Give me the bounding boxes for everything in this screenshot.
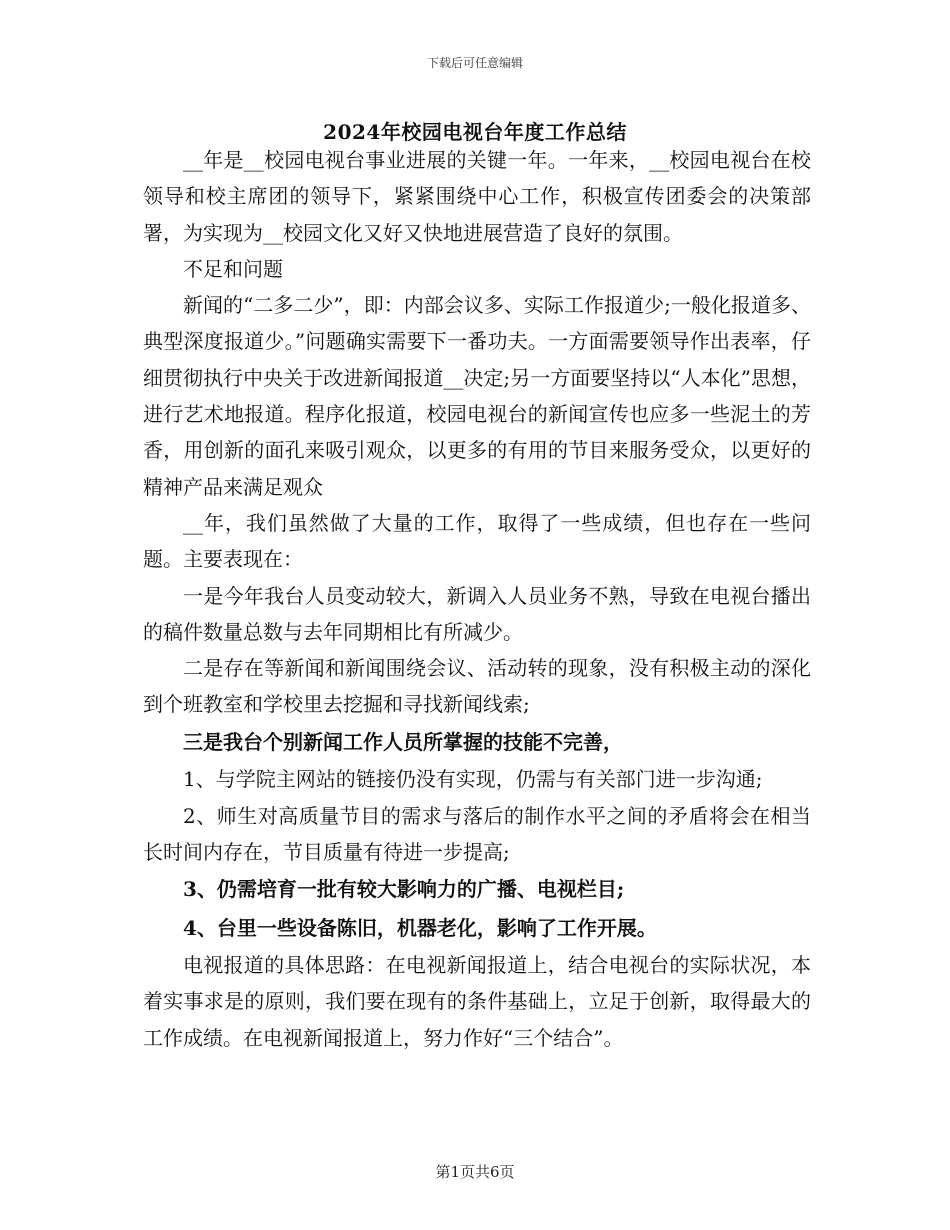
paragraph-item-1: 1、与学院主网站的链接仍没有实现，仍需与有关部门进一步沟通; — [183, 767, 763, 792]
paragraph-item-2: 2、师生对高质量节目的需求与落后的制作水平之间的矛盾将会在相当长时间内存在，节目质量有待进一步提高; — [143, 803, 811, 864]
paragraph-news-issues: 新闻的“二多二少”，即：内部会议多、实际工作报道少;一般化报道多、典型深度报道少。”问题确实需要下一番功夫。一方面需要领导作出表率，仔细贯彻执行中央关于改进新闻报道__决定;另一方面要坚持以“人本化”思想，进行艺术地报道。程序化报道，校园电视台的新闻宣传也应多一些泥土的芳香，用创新的面孔来吸引观众，以更多的有用的节目来服务受众，以更好的精神产品来满足观众 — [143, 293, 811, 499]
paragraph-year-summary: __年，我们虽然做了大量的工作，取得了一些成绩，但也存在一些问题。主要表现在： — [143, 510, 811, 572]
paragraph-intro: __年是__校园电视台事业进展的关键一年。一年来，__校园电视台在校领导和校主席团的领导下，紧紧围绕中心工作，积极宣传团委会的决策部署，为实现为__校园文化又好又快地进展营造了良好的氛围。 — [143, 148, 811, 245]
paragraph-point-one: 一是今年我台人员变动较大，新调入人员业务不熟，导致在电视台播出的稿件数量总数与去年同期相比有所减少。 — [143, 583, 811, 644]
paragraph-point-two: 二是存在等新闻和新闻围绕会议、活动转的现象，没有积极主动的深化到个班教室和学校里去挖掘和寻找新闻线索; — [143, 656, 811, 717]
paragraph-approach: 电视报道的具体思路：在电视新闻报道上，结合电视台的实际状况，本着实事求是的原则，我们要在现有的条件基础上，立足于创新，取得最大的工作成绩。在电视新闻报道上，努力作好“三个结合”。 — [143, 953, 811, 1050]
document-body — [143, 142, 811, 1056]
paragraph-heading-problems: 不足和问题 — [183, 256, 283, 281]
paragraph-item-3: 3、仍需培育一批有较大影响力的广播、电视栏目; — [183, 877, 625, 902]
paragraph-item-4: 4、台里一些设备陈旧，机器老化，影响了工作开展。 — [183, 915, 657, 940]
paragraph-point-three: 三是我台个别新闻工作人员所掌握的技能不完善， — [183, 729, 623, 754]
header-note: 下载后可任意编辑 — [426, 56, 523, 70]
page-number: 第1页共6页 — [435, 1163, 515, 1181]
document-title: 2024年校园电视台年度工作总结 — [323, 120, 627, 144]
